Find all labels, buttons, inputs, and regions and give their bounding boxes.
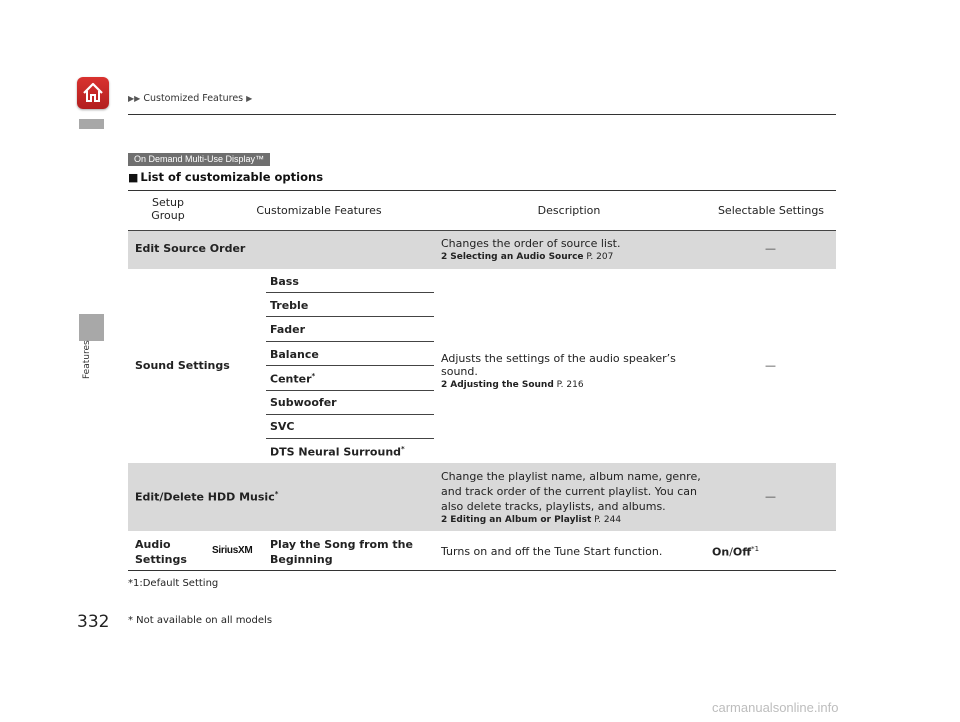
reference-arrow-icon: 2 (441, 380, 448, 390)
group-audio-settings (135, 537, 187, 567)
sidebar-tab-top (79, 119, 104, 129)
cross-reference[interactable] (441, 380, 711, 390)
description-text: Adjusts the settings of the audio speaker’s sound. (441, 352, 676, 378)
feature-bass: Bass (270, 275, 299, 288)
sidebar-tab-features[interactable] (79, 314, 104, 341)
watermark: carmanualsonline.info (712, 700, 839, 715)
description-text: Turns on and off the Tune Start function. (441, 545, 663, 558)
sidebar-label: Features (82, 340, 92, 379)
feature-fader: Fader (270, 323, 306, 336)
header-selectable-settings: Selectable Settings (717, 204, 825, 217)
group-hdd-label: Edit/Delete HDD Music (135, 490, 275, 504)
page-number: 332 (77, 612, 110, 632)
feature-subwoofer: Subwoofer (270, 396, 337, 409)
description-cell (441, 469, 711, 526)
description-line: and track order of the current playlist. You can (441, 485, 697, 498)
description-line: Change the playlist name, album name, genre, (441, 470, 701, 483)
reference-title: Adjusting the Sound (450, 380, 554, 390)
row-divider (266, 292, 434, 293)
home-icon (81, 81, 105, 105)
row-divider (266, 438, 434, 439)
breadcrumb-arrow-icon: ▶ (246, 94, 253, 103)
reference-title: Editing an Album or Playlist (450, 515, 592, 525)
group-edit-delete-hdd-music (135, 490, 278, 504)
row-divider (266, 414, 434, 415)
header-description: Description (537, 204, 601, 217)
row-divider (266, 390, 434, 391)
header-setup-line2: Group (151, 209, 185, 222)
square-bullet-icon: ■ (128, 171, 139, 184)
asterisk: * (311, 372, 316, 380)
section-title-text: List of customizable options (140, 170, 324, 184)
description-cell (441, 237, 701, 262)
setting-off: Off (732, 545, 752, 559)
display-tag: On Demand Multi-Use Display™ (128, 153, 270, 166)
cross-reference[interactable] (441, 514, 711, 526)
group-audio-line1: Audio (135, 538, 171, 551)
group-audio-line2: Settings (135, 553, 187, 566)
header-setup-group (130, 196, 206, 222)
reference-page: P. 244 (594, 515, 622, 525)
asterisk: * (401, 445, 405, 453)
reference-title: Selecting an Audio Source (450, 252, 584, 262)
group-sound-settings: Sound Settings (135, 359, 230, 372)
feature-line1: Play the Song from the (270, 538, 413, 551)
header-customizable-features: Customizable Features (256, 204, 382, 217)
setting-value: — (765, 490, 776, 503)
row-divider (266, 341, 434, 342)
feature-center (270, 372, 315, 386)
table-bottom-rule (128, 570, 836, 571)
cross-reference[interactable] (441, 252, 701, 262)
feature-dts-neural-surround (270, 445, 405, 459)
setting-separator: / (729, 545, 733, 559)
description-cell (441, 352, 711, 390)
reference-page: P. 207 (586, 252, 614, 262)
siriusxm-logo: SiriusXM (212, 545, 253, 556)
feature-balance: Balance (270, 348, 319, 361)
row-divider (266, 365, 434, 366)
reference-page: P. 216 (556, 380, 584, 390)
breadcrumb (128, 93, 252, 104)
breadcrumb-link[interactable]: Customized Features (143, 93, 244, 104)
feature-center-label: Center (270, 372, 312, 386)
header-divider (128, 114, 836, 115)
setting-value (712, 545, 759, 559)
feature-line2: Beginning (270, 553, 333, 566)
section-title (128, 170, 323, 184)
header-setup-line1: Setup (151, 196, 185, 209)
default-setting-note: *1:Default Setting (128, 578, 219, 589)
row-divider (266, 316, 434, 317)
setting-value: — (765, 242, 776, 255)
setting-value: — (765, 359, 776, 372)
description-line: also delete tracks, playlists, and albums. (441, 500, 666, 513)
asterisk: * (274, 490, 279, 498)
group-edit-source-order: Edit Source Order (135, 242, 246, 255)
home-button[interactable] (77, 77, 109, 109)
feature-svc: SVC (270, 420, 295, 433)
default-marker: *1 (751, 545, 760, 553)
description-text: Changes the order of source list. (441, 237, 621, 250)
feature-treble: Treble (270, 299, 309, 312)
setting-on: On (712, 545, 730, 559)
reference-arrow-icon: 2 (441, 252, 448, 262)
footnote: * Not available on all models (128, 615, 273, 626)
breadcrumb-arrow-icon: ▶▶ (128, 94, 141, 103)
reference-arrow-icon: 2 (441, 515, 448, 525)
table-top-rule (128, 190, 836, 191)
feature-play-song-from-beginning (270, 537, 413, 567)
feature-dts-label: DTS Neural Surround (270, 445, 402, 459)
